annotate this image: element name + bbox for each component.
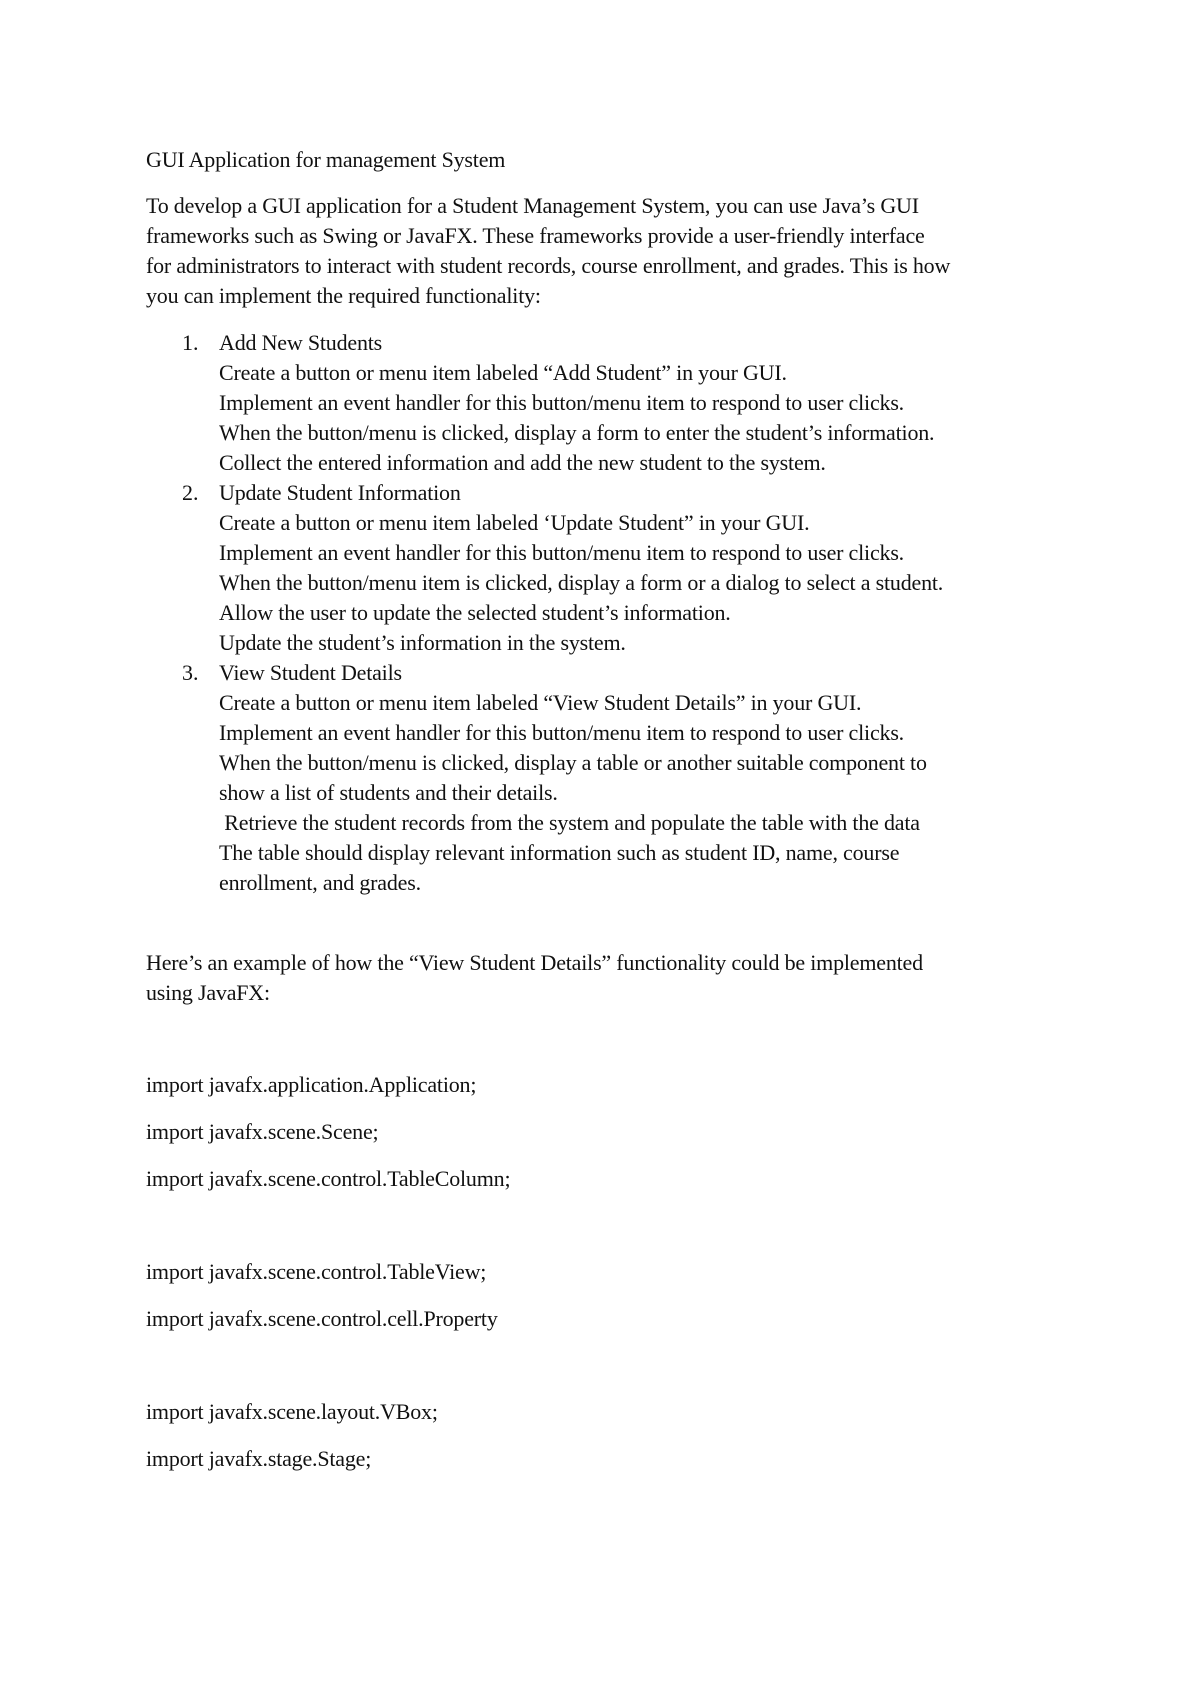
list-item-line: Update the student’s information in the system. <box>219 630 626 655</box>
code-line: import javafx.scene.control.cell.Property <box>146 1306 498 1331</box>
list-number: 1. <box>182 330 199 355</box>
code-line: import javafx.application.Application; <box>146 1072 477 1097</box>
example-intro-line: using JavaFX: <box>146 980 270 1005</box>
list-number: 3. <box>182 660 199 685</box>
list-item-line: Allow the user to update the selected student’s information. <box>219 600 731 625</box>
list-item-line: enrollment, and grades. <box>219 870 421 895</box>
list-item-line: When the button/menu is clicked, display a table or another suitable component to <box>219 750 927 775</box>
intro-line: for administrators to interact with student records, course enrollment, and grades. This is how <box>146 253 951 278</box>
list-item-line: When the button/menu item is clicked, display a form or a dialog to select a student. <box>219 570 944 595</box>
list-item-line: When the button/menu is clicked, display a form to enter the student’s information. <box>219 420 935 445</box>
example-intro-line: Here’s an example of how the “View Student Details” functionality could be implemented <box>146 950 923 975</box>
intro-line: frameworks such as Swing or JavaFX. These frameworks provide a user-friendly interface <box>146 223 925 248</box>
list-number: 2. <box>182 480 199 505</box>
code-line: import javafx.scene.layout.VBox; <box>146 1399 438 1424</box>
list-item-heading: Update Student Information <box>219 480 461 505</box>
code-line: import javafx.scene.control.TableView; <box>146 1259 487 1284</box>
code-line: import javafx.stage.Stage; <box>146 1446 372 1471</box>
code-line: import javafx.scene.control.TableColumn; <box>146 1166 511 1191</box>
list-item-line: show a list of students and their details. <box>219 780 558 805</box>
list-item-line: Create a button or menu item labeled “Add Student” in your GUI. <box>219 360 787 385</box>
list-item-line: Collect the entered information and add the new student to the system. <box>219 450 826 475</box>
document-title: GUI Application for management System <box>146 147 506 172</box>
list-item-line: The table should display relevant information such as student ID, name, course <box>219 840 900 865</box>
intro-line: you can implement the required functionality: <box>146 283 541 308</box>
list-item-line: Create a button or menu item labeled ‘Update Student” in your GUI. <box>219 510 810 535</box>
list-item-line: Implement an event handler for this button/menu item to respond to user clicks. <box>219 390 904 415</box>
intro-line: To develop a GUI application for a Student Management System, you can use Java’s GUI <box>146 193 919 218</box>
list-item-line: Create a button or menu item labeled “View Student Details” in your GUI. <box>219 690 862 715</box>
list-item-heading: Add New Students <box>219 330 383 355</box>
code-line: import javafx.scene.Scene; <box>146 1119 379 1144</box>
list-item-line: Retrieve the student records from the system and populate the table with the data <box>219 810 920 835</box>
list-item-line: Implement an event handler for this button/menu item to respond to user clicks. <box>219 540 904 565</box>
list-item-line: Implement an event handler for this button/menu item to respond to user clicks. <box>219 720 904 745</box>
list-item-heading: View Student Details <box>219 660 402 685</box>
